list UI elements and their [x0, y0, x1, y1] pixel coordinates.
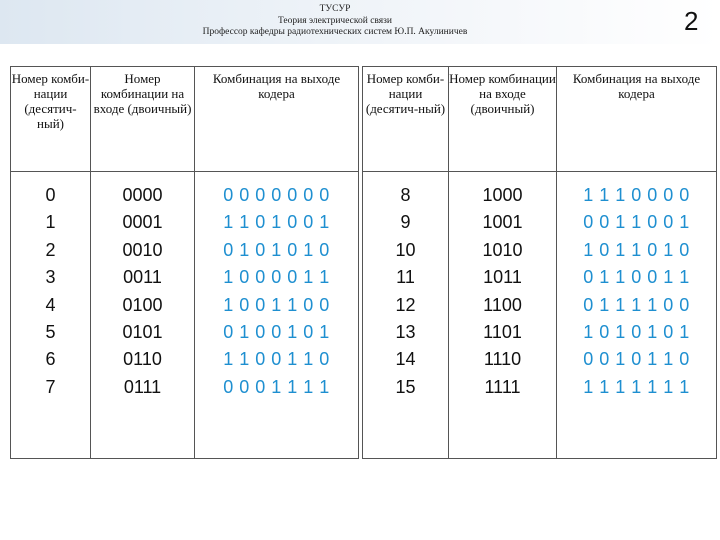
binary-value: 1000 — [482, 185, 523, 205]
header-author: Профессор кафедры радиотехнических систем Ю.П. Акулиничев — [202, 27, 468, 37]
page-number: 2 — [684, 6, 699, 36]
header-university: ТУСУР — [319, 4, 351, 14]
code-cell — [195, 172, 359, 459]
table-body-row — [11, 172, 359, 459]
code-value: 1 0 0 0 0 1 1 — [223, 267, 330, 288]
decimal-value: 9 — [400, 212, 411, 233]
decimal-value: 3 — [45, 267, 56, 288]
code-value: 0 0 1 1 0 0 1 — [583, 212, 690, 233]
binary-value: 0110 — [123, 349, 162, 370]
binary-value: 1001 — [482, 212, 523, 233]
decimal-value: 13 — [395, 321, 416, 342]
decimal-value: 2 — [45, 239, 56, 260]
header-decimal: Номер комби-нации (десятич-ный) — [363, 67, 449, 172]
code-value: 1 0 1 0 1 0 1 — [583, 321, 690, 342]
binary-cell — [91, 172, 195, 459]
code-table-left — [10, 66, 359, 459]
binary-value: 0011 — [123, 267, 162, 288]
header-decimal: Номер комби-нации (десятич-ный) — [11, 67, 91, 172]
binary-value: 0100 — [122, 294, 163, 315]
slide-header — [180, 4, 490, 39]
table-body-row — [363, 172, 717, 459]
code-table-right — [362, 66, 717, 459]
code-value: 1 1 0 0 1 1 0 — [223, 349, 330, 370]
decimal-value: 1 — [45, 212, 56, 233]
decimal-cell — [11, 172, 91, 459]
binary-value: 1110 — [483, 349, 522, 370]
header-code: Комбинация на выходе кодера — [557, 67, 717, 172]
code-value: 1 1 1 1 1 1 1 — [583, 376, 690, 397]
code-value: 0 1 1 1 1 0 0 — [583, 294, 690, 315]
binary-value: 0000 — [122, 185, 163, 205]
header-binary: Номер комбинации на входе (двоичный) — [449, 67, 557, 172]
header-binary: Номер комбинации на входе (двоичный) — [91, 67, 195, 172]
code-value: 0 1 0 1 0 1 0 — [223, 239, 330, 260]
decimal-value: 5 — [45, 321, 56, 342]
decimal-value: 4 — [45, 294, 56, 315]
decimal-value: 8 — [400, 185, 411, 205]
code-value: 1 0 1 1 0 1 0 — [583, 239, 690, 260]
binary-value: 0001 — [122, 212, 163, 233]
code-value: 1 1 0 1 0 0 1 — [223, 212, 330, 233]
decimal-value: 10 — [395, 239, 416, 260]
header-code: Комбинация на выходе кодера — [195, 67, 359, 172]
code-value: 1 0 0 1 1 0 0 — [223, 294, 330, 315]
code-value: 0 0 0 0 0 0 0 — [223, 185, 330, 205]
binary-value: 1111 — [484, 376, 521, 397]
binary-cell — [449, 172, 557, 459]
code-value: 0 1 1 0 0 1 1 — [583, 267, 690, 288]
binary-value: 0111 — [123, 376, 162, 397]
decimal-value: 0 — [45, 185, 56, 205]
binary-value: 0010 — [122, 239, 163, 260]
binary-value: 1101 — [483, 321, 522, 342]
binary-value: 1100 — [483, 294, 522, 315]
decimal-value: 15 — [395, 376, 416, 397]
table-header-row — [363, 67, 717, 172]
code-value: 0 0 0 1 1 1 1 — [223, 376, 330, 397]
code-value: 0 1 0 0 1 0 1 — [223, 321, 330, 342]
decimal-value: 14 — [395, 349, 416, 370]
code-value: 0 0 1 0 1 1 0 — [583, 349, 690, 370]
code-value: 1 1 1 0 0 0 0 — [583, 185, 690, 205]
decimal-value: 6 — [45, 349, 56, 370]
binary-value: 1011 — [483, 267, 522, 288]
binary-value: 0101 — [122, 321, 163, 342]
decimal-cell — [363, 172, 449, 459]
table-header-row — [11, 67, 359, 172]
decimal-value: 12 — [395, 294, 416, 315]
binary-value: 1010 — [482, 239, 523, 260]
decimal-value: 11 — [396, 267, 415, 288]
header-course: Теория электрической связи — [277, 15, 392, 26]
code-cell — [557, 172, 717, 459]
decimal-value: 7 — [45, 376, 56, 397]
